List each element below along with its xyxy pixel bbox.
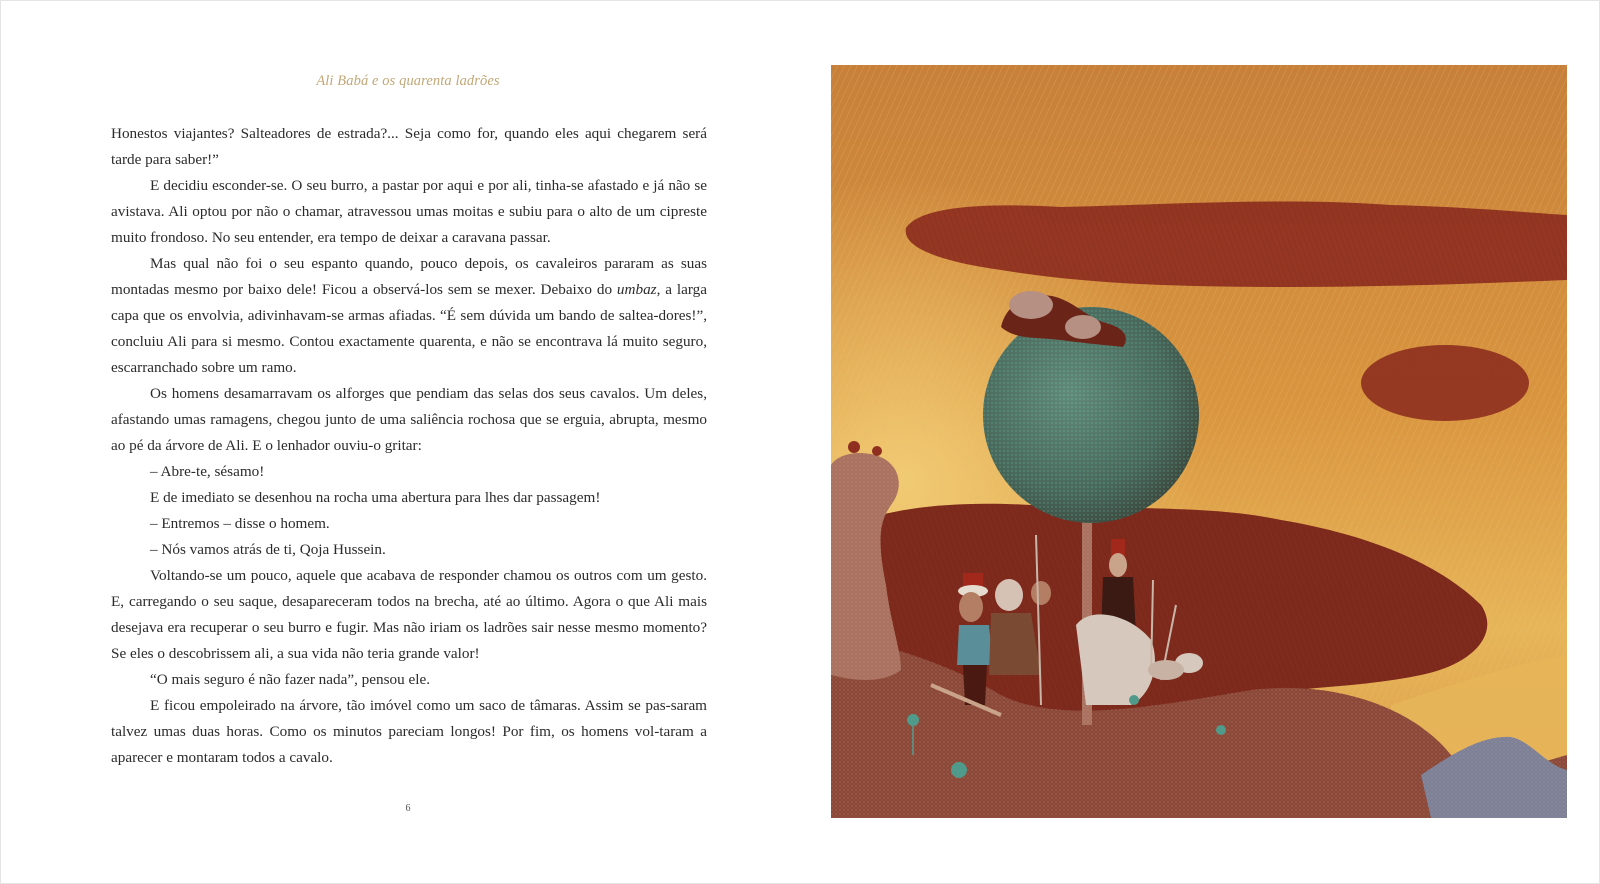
paragraph-3-part-2: , a larga capa que os envolvia, adivinhavam-se armas afiadas. “É sem dúvida um bando de saltea-dores!”, concluiu Ali para si mesmo. Contou exactamente quarenta, e não se encontrava lá muito seguro, escarranchado sobre um ramo. xyxy=(111,281,707,376)
paragraph-4: Os homens desamarravam os alforges que pendiam das selas dos seus cavalos. Um deles, afastando umas ramagens, chegou junto de uma saliência rochosa que se erguia, abrupta, mesmo ao pé da árvore de Ali. E o lenhador ouviu-o gritar: xyxy=(111,385,707,454)
illustration-artwork xyxy=(831,65,1567,818)
paragraph-6: Voltando-se um pouco, aquele que acabava de responder chamou os outros com um gesto. E, carregando o seu saque, desapareceram todos na brecha, até ao último. Agora o que Ali mais desejava era recuperar o seu burro e fugir. Mas não iriam os ladrões sair nesse mesmo momento? Se eles o descobrissem ali, a sua vida não teria grande valor! xyxy=(111,567,707,662)
page-number: 6 xyxy=(405,803,411,814)
paragraph-3 xyxy=(111,251,707,381)
dialogue-line-3: – Nós vamos atrás de ti, Qoja Hussein. xyxy=(150,541,386,558)
paragraph-1: Honestos viajantes? Salteadores de estrada?... Seja como for, quando eles aqui chegarem será tarde para saber!” xyxy=(111,125,707,168)
body-text xyxy=(111,121,707,771)
paragraph-8: E ficou empoleirado na árvore, tão imóvel como um saco de tâmaras. Assim se pas-saram talvez umas duas horas. Como os minutos pareciam longos! Por fim, os homens vol-taram a aparecer e montaram todos a cavalo. xyxy=(111,697,707,766)
dialogue-line-2: – Entremos – disse o homem. xyxy=(150,515,330,532)
paragraph-7: “O mais seguro é não fazer nada”, pensou ele. xyxy=(150,671,430,688)
running-head: Ali Babá e os quarenta ladrões xyxy=(316,73,500,89)
paragraph-3-part-1: Mas qual não foi o seu espanto quando, pouco depois, os cavaleiros pararam as suas montadas mesmo por baixo dele! Ficou a observá-los sem se mexer. Debaixo do xyxy=(111,255,707,298)
illustration xyxy=(831,65,1567,818)
paragraph-5: E de imediato se desenhou na rocha uma abertura para lhes dar passagem! xyxy=(150,489,601,506)
dialogue-line-1: – Abre-te, sésamo! xyxy=(150,463,265,480)
paragraph-2: E decidiu esconder-se. O seu burro, a pastar por aqui e por ali, tinha-se afastado e já não se avistava. Ali optou por não o chamar, atravessou umas moitas e subiu para o alto de um cipreste muito frondoso. No seu entender, era tempo de deixar a caravana passar. xyxy=(111,177,707,246)
italic-term-umbaz: umbaz xyxy=(616,281,657,298)
